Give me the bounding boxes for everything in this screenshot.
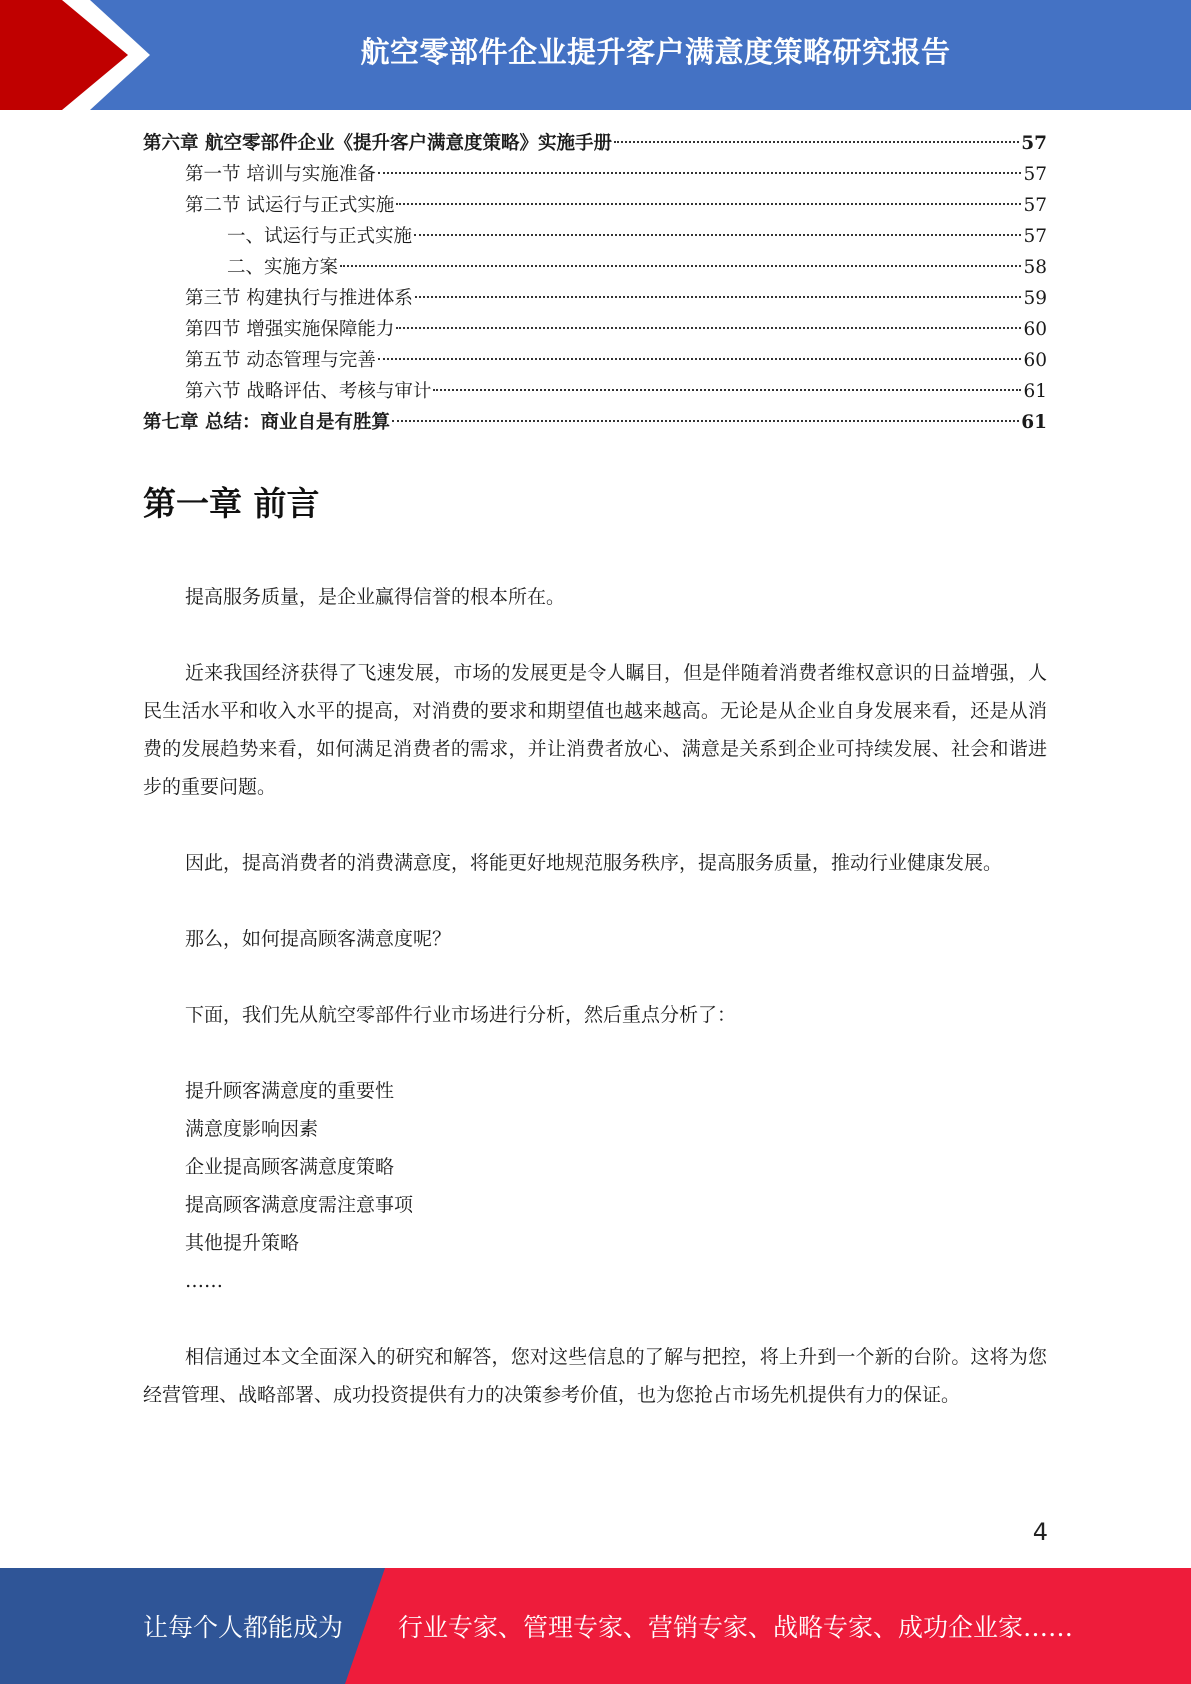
page-header xyxy=(0,0,1191,110)
toc-leader-dots xyxy=(415,296,1022,298)
toc-leader-dots xyxy=(614,141,1019,143)
toc-entry-page: 59 xyxy=(1023,288,1047,309)
list-item: 其他提升策略 xyxy=(185,1232,300,1254)
toc-entry-section-3[interactable] xyxy=(143,283,1047,314)
toc-leader-dots xyxy=(378,172,1022,174)
toc-entry-label: 第七章 总结：商业自是有胜算 xyxy=(143,412,390,433)
paragraph-4: 下面，我们先从航空零部件行业市场进行分析，然后重点分析了： xyxy=(185,1004,737,1026)
toc-entry-page: 57 xyxy=(1023,195,1047,216)
toc-leader-dots xyxy=(378,358,1022,360)
list-item: 提高顾客满意度需注意事项 xyxy=(185,1194,414,1216)
footer-slogan-left: 让每个人都能成为 xyxy=(143,1613,344,1642)
toc-leader-dots xyxy=(340,265,1021,267)
toc-entry-section-6[interactable] xyxy=(143,376,1047,407)
toc-entry-label: 第六节 战略评估、考核与审计 xyxy=(185,381,432,402)
page-number: 4 xyxy=(1032,1518,1048,1546)
toc-leader-dots xyxy=(396,203,1021,205)
toc-entry-label: 第五节 动态管理与完善 xyxy=(185,350,376,371)
toc-entry-chapter-6[interactable] xyxy=(143,128,1047,159)
paragraph-spacer xyxy=(143,1034,1047,1072)
paragraph-spacer xyxy=(143,882,1047,920)
report-title: 航空零部件企业提升客户满意度策略研究报告 xyxy=(360,34,951,69)
chapter-body xyxy=(143,578,1047,1414)
toc-leader-dots xyxy=(396,327,1021,329)
toc-leader-dots xyxy=(392,420,1019,422)
paragraph-3: 那么，如何提高顾客满意度呢？ xyxy=(185,928,452,950)
toc-entry-label: 第三节 构建执行与推进体系 xyxy=(185,288,413,309)
toc-leader-dots xyxy=(433,389,1021,391)
paragraph-5: 相信通过本文全面深入的研究和解答，您对这些信息的了解与把控，将上升到一个新的台阶。这将为您经营管理、战略部署、成功投资提供有力的决策参考价值，也为您抢占市场先机提供有力的保证。 xyxy=(143,1346,1047,1406)
list-item: 满意度影响因素 xyxy=(185,1118,319,1140)
footer-slogan-right: 行业专家、管理专家、营销专家、战略专家、成功企业家…… xyxy=(398,1613,1074,1642)
paragraph-spacer xyxy=(143,806,1047,844)
paragraph-1: 近来我国经济获得了飞速发展，市场的发展更是令人瞩目，但是伴随着消费者维权意识的日益增强，人民生活水平和收入水平的提高，对消费的要求和期望值也越来越高。无论是从企业自身发展来看，还是从消费的发展趋势来看，如何满足消费者的需求，并让消费者放心、满意是关系到企业可持续发展、社会和谐进步的重要问题。 xyxy=(143,662,1047,798)
toc-entry-label: 一、试运行与正式实施 xyxy=(227,226,413,247)
intro-paragraph: 提高服务质量，是企业赢得信誉的根本所在。 xyxy=(185,586,566,608)
toc-entry-page: 61 xyxy=(1023,381,1047,402)
list-item: 企业提高顾客满意度策略 xyxy=(185,1156,395,1178)
toc-entry-section-1[interactable] xyxy=(143,159,1047,190)
table-of-contents xyxy=(143,128,1047,438)
toc-leader-dots xyxy=(414,234,1021,236)
chapter-title: 第一章 前言 xyxy=(143,484,320,523)
toc-entry-page: 60 xyxy=(1023,319,1047,340)
toc-entry-page: 60 xyxy=(1023,350,1047,371)
toc-entry-label: 第四节 增强实施保障能力 xyxy=(185,319,395,340)
toc-entry-chapter-7[interactable] xyxy=(143,407,1047,438)
toc-entry-subsection-2[interactable] xyxy=(143,252,1047,283)
toc-entry-label: 二、实施方案 xyxy=(227,257,339,278)
toc-entry-page: 61 xyxy=(1021,412,1047,433)
toc-entry-page: 57 xyxy=(1021,133,1047,154)
list-item: 提升顾客满意度的重要性 xyxy=(185,1080,395,1102)
toc-entry-section-5[interactable] xyxy=(143,345,1047,376)
toc-entry-page: 58 xyxy=(1023,257,1047,278)
paragraph-spacer xyxy=(143,1300,1047,1338)
toc-entry-section-2[interactable] xyxy=(143,190,1047,221)
toc-entry-label: 第二节 试运行与正式实施 xyxy=(185,195,395,216)
paragraph-spacer xyxy=(143,616,1047,654)
toc-entry-page: 57 xyxy=(1023,226,1047,247)
toc-entry-label: 第六章 航空零部件企业《提升客户满意度策略》实施手册 xyxy=(143,133,612,154)
toc-entry-section-4[interactable] xyxy=(143,314,1047,345)
toc-entry-page: 57 xyxy=(1023,164,1047,185)
paragraph-spacer xyxy=(143,958,1047,996)
page-footer xyxy=(0,1568,1191,1684)
toc-entry-subsection-1[interactable] xyxy=(143,221,1047,252)
paragraph-2: 因此，提高消费者的消费满意度，将能更好地规范服务秩序，提高服务质量，推动行业健康发展。 xyxy=(185,852,1003,874)
list-ellipsis: …… xyxy=(185,1270,223,1292)
toc-entry-label: 第一节 培训与实施准备 xyxy=(185,164,376,185)
